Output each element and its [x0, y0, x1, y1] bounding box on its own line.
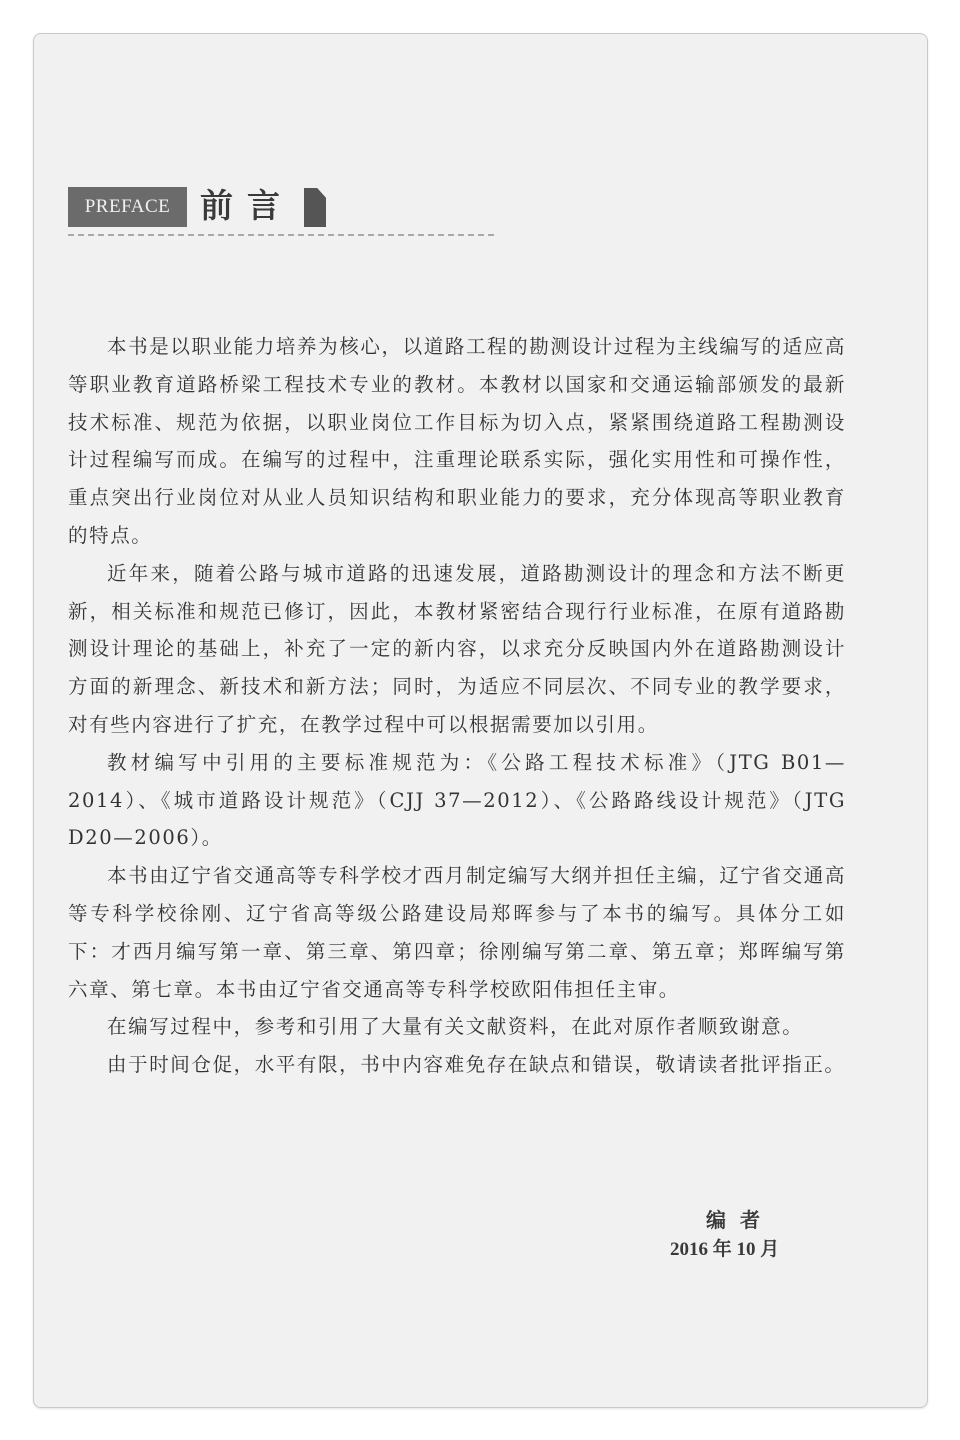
paragraph: 在编写过程中，参考和引用了大量有关文献资料，在此对原作者顺致谢意。 [107, 1015, 804, 1039]
signature-editor: 编者 [706, 1208, 774, 1232]
paragraph: 由于时间仓促，水平有限，书中内容难免存在缺点和错误，敬请读者批评指正。 [107, 1053, 846, 1077]
paragraph: 近年来，随着公路与城市道路的迅速发展，道路勘测设计的理念和方法不断更新，相关标准和规范已修订，因此，本教材紧密结合现行行业标准，在原有道路勘测设计理论的基础上，补充了一定的新内容，以求充分反映国内外在道路勘测设计方面的新理念、新技术和新方法；同时，为适应不同层次、不同专业的教学要求，对有些内容进行了扩充，在教学过程中可以根据需要加以引用。 [68, 561, 846, 736]
header-divider [68, 234, 494, 236]
page-title: 前言 [200, 186, 294, 225]
paragraph: 本书是以职业能力培养为核心，以道路工程的勘测设计过程为主线编写的适应高等职业教育道路桥梁工程技术专业的教材。本教材以国家和交通运输部颁发的最新技术标准、规范为依据，以职业岗位工作目标为切入点，紧紧围绕道路工程勘测设计过程编写而成。在编写的过程中，注重理论联系实际，强化实用性和可操作性，重点突出行业岗位对从业人员知识结构和职业能力的要求，充分体现高等职业教育的特点。 [68, 335, 846, 547]
preface-label-box [68, 187, 187, 227]
signature-date: 2016 年 10 月 [670, 1239, 780, 1260]
signature-block [640, 1205, 830, 1265]
paragraph: 教材编写中引用的主要标准规范为：《公路工程技术标准》（JTG B01—2014）、《城市道路设计规范》（CJJ 37—2012）、《公路路线设计规范》（JTG D20—2006）。 [68, 750, 846, 850]
preface-body [68, 328, 846, 1084]
paragraph: 本书由辽宁省交通高等专科学校才西月制定编写大纲并担任主编，辽宁省交通高等专科学校徐刚、辽宁省高等级公路建设局郑晖参与了本书的编写。具体分工如下：才西月编写第一章、第三章、第四章；徐刚编写第二章、第五章；郑晖编写第六章、第七章。本书由辽宁省交通高等专科学校欧阳伟担任主审。 [68, 864, 846, 1001]
preface-label: PREFACE [84, 196, 171, 217]
